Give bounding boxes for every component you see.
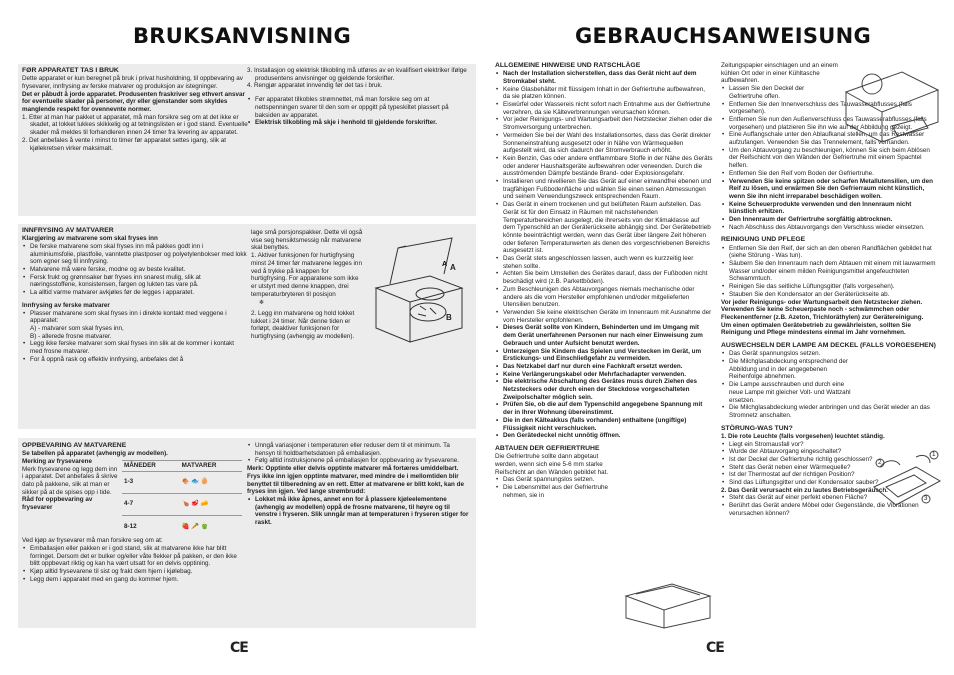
food-icons: 🍗 🥩 🧀 [180,493,242,515]
list-item: • Kjøp alltid frysevarene til sist og frakt dem hjem i kjølebag. [22,568,248,576]
drain-illustration [842,62,942,144]
list-item: • Den Innenraum der Gefriertruhe sorgfältig abtrocknen. [721,216,939,224]
list-item: • Plasser matvarene som skal fryses inn i direkte kontakt med veggene i apparatet: [22,310,248,325]
label-B: B [446,313,452,322]
list-item: • Entfernen Sie den Innenverschluss des Tauwasserabflusses (falls vorgesehen). [721,101,939,116]
ce-mark: CE [706,640,724,656]
list-item: • Liegt ein Stromausfall vor? [721,441,939,449]
heading: AUSWECHSELN DER LAMPE AM DECKEL (FALLS VORGESEHEN) [721,342,936,350]
list-item: 3. Installasjon og elektrisk tilkobling må utføres av en kvalifisert elektriker ifølge produsentens anvisninger og gjeldende forskrifter. [247,67,467,82]
section-freezing [18,224,476,429]
subheading: Innfrysing av ferske matvarer [22,301,110,309]
list-item: • Før apparatet tilkobles strømnettet, må man forsikre seg om at nettspenningen svarer til den som er oppgitt på typeskiltet plassert på baksiden av apparatet. [247,96,469,119]
list-item: • La alltid varme matvarer avkjøles før de legges i apparatet. [22,289,248,297]
list-item: • Fersk frukt og grønnsaker bør fryses inn snarest mulig, slik at næringsstoffene, konsistensen, fargen og lukten tas vare på. [22,274,248,289]
text: Merk frysevarene og legg dem inn i apparatet. Det anbefales å skrive dato på pakkene, slik at man er sikker på at de spises opp i tide. [22,465,118,496]
warning: Det er påbudt å jorde apparatet. Produsenten fraskriver seg ethvert ansvar for eventuelle skader på personer, dyr eller gjenstander som skyldes manglende respekt for ovennevnte normer. [22,90,245,114]
list-item: • Das Netzkabel darf nur durch eine Fachkraft ersetzt werden. [495,363,713,371]
list-item: • Ist der Deckel der Gefriertruhe richtig geschlossen? [721,456,939,464]
list-item: • Legg dem i apparatet med en gang du kommer hjem. [22,576,248,584]
list-item: • Dieses Gerät sollte von Kindern, Behinderten und im Umgang mit dem Gerät unerfahrenen Personen nur nach einer Einweisung zum Gebrauch und unter Aufsicht benutzt werden. [495,324,713,347]
heading: FØR APPARATET TAS I BRUK [22,67,119,74]
list-item: • Vermeiden Sie bei der Wahl des Installationsortes, dass das Gerät direkter Sonneneinstrahlung ausgesetzt oder in Nähe von Wärmequellen aufgestellt wird, da sich dadurch der Stromverbrauch erhöht. [495,132,713,155]
step-1: 1. Aktiver funksjonen for hurtigfrysing minst 24 timer før matvarene legges inn ved å trykke på knappen for hurtigfrysing. For apparatene som ikke er utstyrt med denne knappen, drei temperaturbryteren til posisjon [251,252,362,298]
table-row: 1-3 [122,471,180,493]
label-a: A) - matvarer som skal fryses inn, [30,324,124,332]
list-item: • Keine Scheuerprodukte verwenden und den Innenraum nicht künstlich erhitzen. [721,201,939,216]
list-item: • Die elektrische Abschaltung des Gerätes muss durch Ziehen des Netzsteckers oder durch einen der Steckdose vorgeschalteten Zweipolschalter möglich sein. [495,378,713,401]
list-item: • Verwenden Sie keine spitzen oder scharfen Metallutensilien, um den Reif zu lösen, und erwärmen Sie den Gefrierraum nicht künstlich, wenn Sie ihn nicht irreparabel beschädigen wollen. [721,178,939,201]
list-item: • Zum Beschleunigen des Abtauvorganges niemals mechanische oder andere als die vom Hersteller empfohlenen und/oder mitgelieferten Utensilien benutzen. [495,286,713,309]
list-item: • Unngå variasjoner i temperaturen eller reduser dem til et minimum. Ta hensyn til holdbarhetsdatoen på emballasjen. [247,442,469,457]
list-item: • Sind das Lüftungsgitter und der Kondensator sauber? [721,479,939,487]
list-item: 1. Etter at man har pakket ut apparatet, må man forsikre seg om at det ikke er skadet, at lokket lukkes skikkelig og at tetningslisten er i god stand. Eventuelle skader må meldes til forhandleren innen 24 timer fra levering av apparatet. [22,113,248,137]
list-item: • Nach Abschluss des Abtauvorgangs den Verschluss wieder einsetzen. [721,224,939,232]
figure-number: 1 [932,451,936,458]
list-item: • Das Gerät spannungslos setzen. [495,476,619,484]
list-item: • Eine Auffangschale unter den Ablaufkanal stellen, um das Restwasser aufzufangen. Verwenden Sie das Trennelement, falls vorhanden. [721,131,939,146]
list-item: • Achten Sie beim Umstellen des Gerätes darauf, dass der Fußboden nicht beschädigt wird (z.B. Parkettböden). [495,270,713,285]
ce-mark: CE [230,640,248,656]
list-item: 4. Rengjør apparatet innvendig før det tas i bruk. [247,82,383,90]
section-storage [18,438,476,628]
list-item: • Steht das Gerät neben einer Wärmequelle? [721,464,939,472]
heading: REINIGUNG UND PFLEGE [721,236,806,244]
intro: Dette apparatet er kun beregnet på bruk i privat husholdning, til oppbevaring av frysevarer, innfrysing av ferske matvarer og produksjon av istegninger. [22,75,243,90]
food-icons: 🍓 🥕 🫑 [180,515,242,537]
list-item: • Emballasjen eller pakken er i god stand, slik at matvarene ikke har blitt forringet. Dersom det er bulker og/eller våte flekker på pakken, er den ikke blitt oppbevart riktig og kan ha vært utsatt for en delvis opptining. [22,545,248,568]
text: lage små porsjonspakker. Dette vil også vise seg hensiktsmessig når matvarene skal benyttes. [251,229,363,252]
list-item: • Berührt das Gerät andere Möbel oder Gegenstände, die Vibrationen verursachen können? [721,502,939,517]
text: Ved kjøp av frysevarer må man forsikre seg om at: [22,537,163,545]
list-item: • Lassen Sie den Deckel der Gefriertruhe offen. [721,85,839,100]
label-A: A [450,263,456,272]
list-item: • Reinigen Sie das seitliche Lüftungsgitter (falls vorgesehen). [721,283,939,291]
list-item: • Die in den Kälteakkus (falls vorhanden) enthaltene (ungiftige) Flüssigkeit nicht verschlucken. [495,417,713,432]
list-item: • For å oppnå rask og effektiv innfrysing, anbefales det å [22,356,248,364]
list-item: • Säubern Sie den Innenraum nach dem Abtauen mit einem mit lauwarmem Wasser und/oder einem milden Reinigungsmittel angefeuchteten Schwammtuch. [721,260,939,283]
subheading: 1. Die rote Leuchte (falls vorgesehen) leuchtet ständig. [721,432,885,440]
list-item: • Installieren und nivellieren Sie das Gerät auf einer einwandfrei ebenen und tragfähigen Fußbodenfläche und wählen Sie einen seinen Abmessungen und seinem Verwendungszweck entsprechenden Raum. [495,178,713,201]
figure-number: 2 [878,459,882,466]
list-item: • Verwenden Sie keine elektrischen Geräte im Innenraum mit Ausnahme der vom Hersteller empfohlenen. [495,309,713,324]
step-2: 2. Legg inn matvarene og hold lokket lukket i 24 timer. Når denne tiden er forløpt, deaktiver funksjonen for hurtigfrysing (avhengig av modellen). [251,310,355,341]
list-item: • Die Lampe ausschrauben und durch eine neue Lampe mit gleicher Volt- und Wattzahl ersetzen. [721,381,851,404]
list-item: • Elektrisk tilkobling må skje i henhold til gjeldende forskrifter. [247,119,469,127]
list-item: • Ist der Thermostat auf der richtigen Position? [721,471,939,479]
list-item: • Das Gerät in einem trockenen und gut belüfteten Raum aufstellen. Das Gerät ist für den Einsatz in Räumen mit nachstehenden Temperaturbereichen ausgelegt, die ihrerseits von der Klimaklasse auf dem Typenschild an der Geräterückseite abhängig sind. Der Gerätebetrieb könnte beeinträchtigt werden, wenn das Gerät über längere Zeit höheren oder tieferen Temperaturwerten als denen des vorgeschriebenen Bereichs ausgesetzt ist. [495,201,713,255]
list-item: • Das Gerät stets angeschlossen lassen, auch wenn es kurzzeitig leer stehen sollte. [495,255,713,270]
warning: Vor jeder Reinigungs- oder Wartungsarbeit den Netzstecker ziehen. Verwenden Sie keine Scheuerpaste noch - schwämmchen oder Fleckenentferner (z.B. Azeton, Trichloräthylen) zur Gerätereinigung. [721,298,924,321]
list-item: • Keine Verlängerungskabel oder Mehrfachadapter verwenden. [495,371,713,379]
text: Zeitungspapier einschlagen und an einem kühlen Ort oder in einer Kühltasche aufbewahren. [721,62,838,85]
table-row: 8-12 [122,515,180,537]
list-item: • Wurde der Abtauvorgang eingeschaltet? [721,448,939,456]
list-item: • Die Milchglasabdeckung entsprechend der Abbildung und in der angegebenen Reihenfolge abnehmen. [721,358,851,381]
subheading: Klargjøring av matvarene som skal fryses inn [22,235,158,243]
list-item: • Entfernen Sie nun den Außenverschluss des Tauwasserabflusses (falls vorgesehen) und platzieren Sie ihn wie auf der Abbildung gezeigt. [721,116,939,131]
warning: Um einen optimalen Gerätebetrieb zu gewährleisten, sollten Sie Reinigung und Pflege mindestens einmal im Jahr vornehmen. [721,321,912,337]
list-item: • Um den Abtauvorgang zu beschleunigen, können Sie sich beim Ablösen der Reifschicht von den Wänden der Gefriertruhe mit einem Spachtel helfen. [721,147,939,170]
warning: Merk: Opptinte eller delvis opptinte matvarer må fortæres umiddelbart. Frys ikke inn igjen opptinte matvarer, med mindre de i mellomtiden blir benyttet til tilberedning av en rett. Etter at matvarene er blitt kokt, kan de fryses inn igjen. Ved lange strømbrudd: [247,465,464,496]
list-item: • Entfernen Sie den Reif, der sich an den oberen Randflächen gebildet hat (siehe Störung - Was tun). [721,245,939,260]
list-item: • Steht das Gerät auf einer perfekt ebenen Fläche? [721,494,939,502]
list-item: • Kein Benzin, Gas oder andere entflammbare Stoffe in der Nähe des Geräts oder anderer Haushaltsgeräte aufbewahren oder verwenden. Durch die ausströmenden Dämpfe bestände Brand- oder Explosionsgefahr. [495,155,713,178]
list-item: • Stauben Sie den Kondensator an der Geräterückseite ab. [721,291,939,299]
heading: INNFRYSING AV MATVARER [22,227,114,234]
food-icons: 🍖 🐟 🥚 [180,471,242,493]
figure-number: 3 [924,495,928,502]
table-row: 4-7 [122,493,180,515]
list-item: • Lokket må ikke åpnes, annet enn for å plassere kjøleelementene (avhengig av modellen) oppå de frosne matvarene, til høyre og til venstre i fryseren. Slik unngår man at temperaturen i fryseren stiger for raskt. [247,496,469,527]
list-item: • Das Gerät spannungslos setzen. [721,350,851,358]
col-header: MATVARER [180,460,242,471]
list-item: • Die Milchglasabdeckung wieder anbringen und das Gerät wieder an das Stromnetz anschalten. [721,404,939,419]
subheading: Merking av frysevarene [22,457,93,465]
list-item: • Unterzeigen Sie Kindern das Spielen und Verstecken im Gerät, um Erstickungs- und Einschließgefahr zu vermeiden. [495,348,713,363]
text: Die Gefriertruhe sollte dann abgetaut werden, wenn sich eine 5-6 mm starke Reifschicht an den Wänden gebildet hat. [495,453,609,476]
col-header: MÅNEDER [122,460,180,471]
list-item: • Den Gerätedeckel nicht unnötig öffnen. [495,432,713,440]
subheading: 2. Das Gerät verursacht ein zu lautes Betriebsgeräusch. [721,486,888,494]
title-de: GEBRAUCHSANWEISUNG [575,24,872,48]
list-item: • Keine Glasbehälter mit flüssigem Inhalt in der Gefriertruhe aufbewahren, da sie platzen können. [495,86,713,101]
heading: OPPBEVARING AV MATVARENE [22,442,127,449]
section-before-use [18,64,476,216]
list-item: • Følg alltid instruksjonene på emballasjen for oppbevaring av frysevarene. [247,457,469,465]
list-item: • Eiswürfel oder Wassereis nicht sofort nach Entnahme aus der Gefriertruhe verzehren, da sie Kälteverbrennungen verursachen können. [495,101,713,116]
list-item: • De ferske matvarene som skal fryses inn må pakkes godt inn i aluminiumsfolie, plastfolie, vanntette plastposer og polyetylenbokser med lokk som egner seg til innfrysing. [22,243,248,266]
snowflake-icon: ❄ [259,300,265,307]
list-item: • Nach der Installation sicherstellen, dass das Gerät nicht auf dem Stromkabel steht. [495,70,713,85]
list-item: • Die Lebensmittel aus der Gefriertruhe nehmen, sie in [495,484,619,499]
heading: ABTAUEN DER GEFRIERTRUHE [495,444,600,452]
heading: ALLGEMEINE HINWEISE UND RATSCHLÄGE [495,62,641,69]
de-column-1 [495,62,713,499]
list-item: • Entfernen Sie den Reif vom Boden der Gefriertruhe. [721,170,939,178]
freezer-defrost-illustration [622,578,714,630]
list-item: • Prüfen Sie, ob die auf dem Typenschild angegebene Spannung mit der in Ihrer Wohnung übereinstimmt. [495,401,713,416]
title-no: BRUKSANVISNING [133,24,352,48]
subheading: Råd for oppbevaring av frysevarer [22,496,93,512]
label-b: B) - allerede frosne matvarer. [30,332,112,340]
list-item: 2. Det anbefales å vente i minst to timer før apparatet settes igang, slik at kjølekretsen virker maksimalt. [22,136,227,152]
label-A: A [442,261,448,268]
heading: STÖRUNG-WAS TUN? [721,424,793,432]
subheading: Se tabellen på apparatet (avhengig av modellen). [22,450,168,458]
list-item: • Legg ikke ferske matvarer som skal fryses inn slik at de kommer i kontakt med frosne matvarer. [22,340,248,355]
list-item: • Matvarene må være ferske, modne og av beste kvalitet. [22,266,248,274]
storage-table [122,460,242,537]
freezer-illustration [370,236,470,346]
list-item: • Vor jeder Reinigungs- und Wartungsarbeit den Netzstecker ziehen oder die Stromversorgung unterbrechen. [495,116,713,131]
